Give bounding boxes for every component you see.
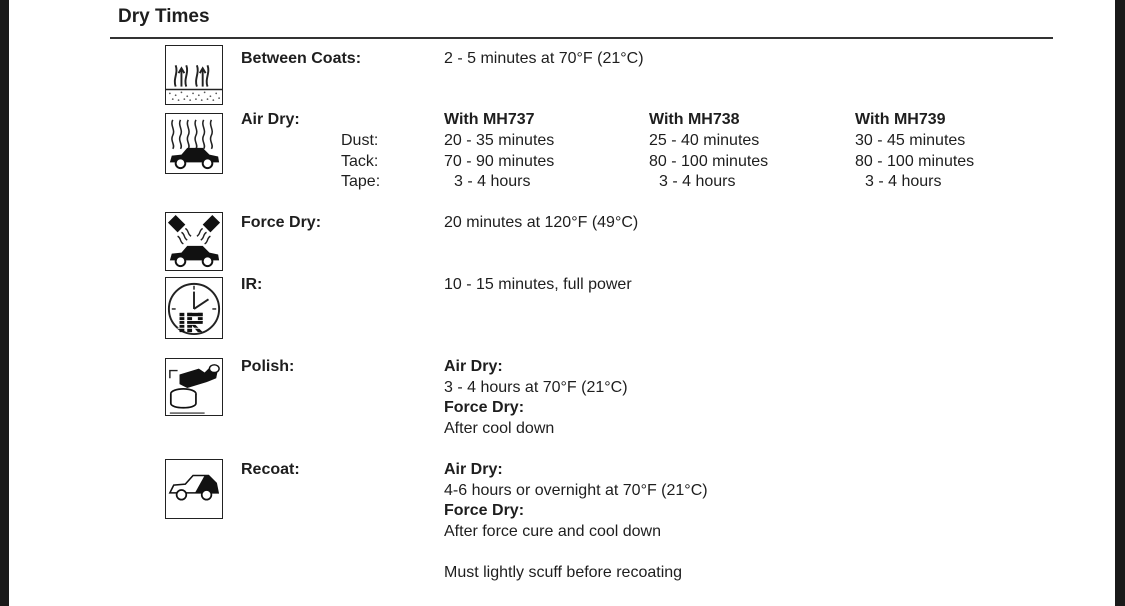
mh739-dust: 30 - 45 minutes xyxy=(855,132,966,149)
force-dry-icon xyxy=(165,212,223,271)
ir-clock-icon xyxy=(165,277,223,339)
mh737-tape: 3 - 4 hours xyxy=(454,173,531,190)
mh738-dust: 25 - 40 minutes xyxy=(649,132,760,149)
polish-air-dry-value: 3 - 4 hours at 70°F (21°C) xyxy=(444,379,628,396)
force-dry-label: Force Dry: xyxy=(241,214,322,231)
polish-force-dry-value: After cool down xyxy=(444,420,555,437)
recoat-air-dry-heading: Air Dry: xyxy=(444,461,503,478)
ir-label: IR: xyxy=(241,276,263,293)
mh739-tack: 80 - 100 minutes xyxy=(855,153,975,170)
force-dry-value: 20 minutes at 120°F (49°C) xyxy=(444,214,639,231)
recoat-air-dry-value: 4-6 hours or overnight at 70°F (21°C) xyxy=(444,482,708,499)
ir-value: 10 - 15 minutes, full power xyxy=(444,276,632,293)
between-coats-icon xyxy=(165,45,223,105)
recoat-force-dry-value: After force cure and cool down xyxy=(444,523,662,540)
mh738-header: With MH738 xyxy=(649,111,740,128)
air-dry-dust-label: Dust: xyxy=(341,132,379,149)
air-dry-label: Air Dry: xyxy=(241,111,300,128)
right-edge-bar xyxy=(1115,0,1125,606)
air-dry-tape-label: Tape: xyxy=(341,173,381,190)
mh738-tack: 80 - 100 minutes xyxy=(649,153,769,170)
between-coats-value: 2 - 5 minutes at 70°F (21°C) xyxy=(444,50,644,67)
recoat-note: Must lightly scuff before recoating xyxy=(444,564,683,581)
mh739-tape: 3 - 4 hours xyxy=(865,173,942,190)
recoat-force-dry-heading: Force Dry: xyxy=(444,502,525,519)
air-dry-icon xyxy=(165,113,223,174)
polish-label: Polish: xyxy=(241,358,295,375)
section-title: Dry Times xyxy=(118,6,210,27)
mh737-tack: 70 - 90 minutes xyxy=(444,153,555,170)
air-dry-tack-label: Tack: xyxy=(341,153,379,170)
polish-air-dry-heading: Air Dry: xyxy=(444,358,503,375)
mh739-header: With MH739 xyxy=(855,111,946,128)
mh738-tape: 3 - 4 hours xyxy=(659,173,736,190)
mh737-dust: 20 - 35 minutes xyxy=(444,132,555,149)
polish-force-dry-heading: Force Dry: xyxy=(444,399,525,416)
recoat-label: Recoat: xyxy=(241,461,300,478)
title-divider xyxy=(110,37,1053,39)
mh737-header: With MH737 xyxy=(444,111,535,128)
left-edge-bar xyxy=(0,0,9,606)
polish-icon xyxy=(165,358,223,416)
between-coats-label: Between Coats: xyxy=(241,50,362,67)
recoat-icon xyxy=(165,459,223,519)
